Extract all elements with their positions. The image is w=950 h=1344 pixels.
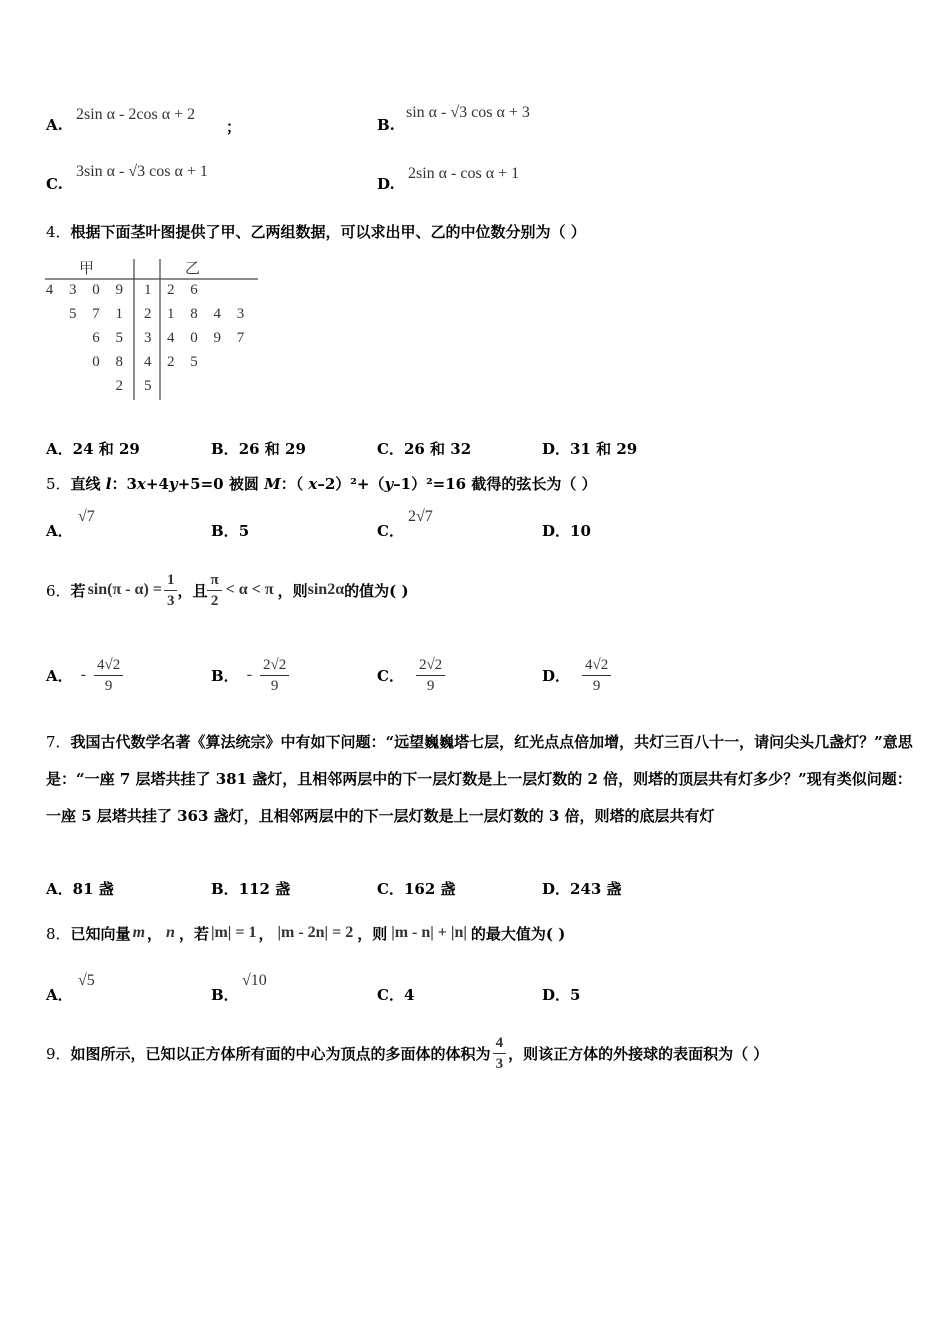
stem-row-3: 3 (144, 330, 152, 346)
right-header: 乙 (185, 261, 201, 277)
q8-option-c: C．4 (377, 986, 415, 1004)
leaf-right-row-1: 2 6 (167, 282, 204, 298)
q5-option-a-label: A． (46, 522, 73, 540)
question-9: 9． 如图所示，已知以正方体所有面的中心为顶点的多面体的体积为 $\frac{4}{3}$ ，则该正方体的外接球的表面积为（ ） (46, 1034, 769, 1072)
q6-option-a: A． - $\frac{4√2}{9}$ (46, 650, 123, 700)
q7-option-b: B．112 盏 (211, 880, 291, 898)
q7-option-d: D．243 盏 (542, 880, 622, 898)
q8-option-a-expr: √5 (78, 972, 95, 989)
question-8: 8． 已知向量 m ， n ，若 |m| = 1 ， |m - 2n| = 2 ，则 |m - n| + |n| 的最大值为( ) (46, 924, 566, 943)
stem-row-2: 2 (144, 306, 152, 322)
q5-option-b: B．5 (211, 522, 250, 540)
q3-option-b-expr: sin α - √3 cos α + 3 (406, 104, 530, 121)
leaf-right-row-3: 4 0 9 7 (167, 330, 251, 346)
leaf-right-row-4: 2 5 (167, 354, 204, 370)
q7-option-a: A．81 盏 (46, 880, 114, 898)
q3-option-c-label: C. (46, 175, 63, 193)
q3-option-a-expr: 2sin α - 2cos α + 2 (76, 106, 196, 123)
question-4 (46, 221, 586, 242)
q6-option-d: D． $\frac{4√2}{9}$ (542, 650, 611, 700)
question-text: 根据下面茎叶图提供了甲、乙两组数据，可以求出甲、乙的中位数分别为（ ） (70, 223, 586, 241)
question-5: 5．直线 l：3x+4y+5=0 被圆 M：（ x–2）²+（y–1）²=16 截得的弦长为（ ） (46, 475, 597, 493)
question-7: 7．我国古代数学名著《算法统宗》中有如下问题：“远望巍巍塔七层，红光点点倍加增，共灯三百八十一，请问尖头几盏灯？”意思是：“一座 7 层塔共挂了 381 盏灯，且相邻两层中的下一层灯数是上一层灯数的 2 倍，则塔的顶层共有灯多少？”现有类似问题：一座 5 层塔共挂了 363 盏灯，且相邻两层中的下一层灯数是上一层灯数的 3 倍，则塔的底层共有灯 (46, 733, 913, 825)
stem-row-4: 4 (144, 354, 152, 370)
q3-option-a-suffix: ； (226, 118, 242, 136)
q4-option-b: B．26 和 29 (211, 440, 306, 458)
q7-option-c: C．162 盏 (377, 880, 456, 898)
left-header: 甲 (79, 261, 95, 277)
leaf-left-row-4: 0 8 (92, 354, 129, 370)
question-number: 4． (46, 223, 71, 241)
q3-option-c-expr: 3sin α - √3 cos α + 1 (76, 163, 208, 180)
leaf-left-row-3: 6 5 (92, 330, 129, 346)
q5-option-d: D．10 (542, 522, 591, 540)
q8-option-b-label: B． (211, 986, 239, 1004)
q3-option-a-label: A. (46, 116, 63, 134)
q4-option-d: D．31 和 29 (542, 440, 638, 458)
q3-option-d-expr: 2sin α - cos α + 1 (408, 165, 520, 182)
q3-option-b-label: B. (377, 116, 395, 134)
q4-option-a: A．24 和 29 (46, 440, 140, 458)
leaf-left-row-5: 2 (115, 378, 129, 394)
q6-option-c: C． $\frac{2√2}{9}$ (377, 650, 445, 700)
question-6: 6． 若 sin(π - α) = $\frac{1}{3}$ ，且 $\frac{\pi}{2}$ < α < π ，则 sin2α 的值为( ) (46, 571, 409, 609)
q5-option-c-label: C． (377, 522, 404, 540)
stem-row-5: 5 (144, 378, 152, 394)
leaf-left-row-2: 5 7 1 (69, 306, 129, 322)
q8-option-d: D．5 (542, 986, 581, 1004)
q4-option-c: C．26 和 32 (377, 440, 472, 458)
q6-option-b: B． - $\frac{2√2}{9}$ (211, 650, 289, 700)
q8-option-a-label: A． (46, 986, 73, 1004)
q5-option-c-expr: 2√7 (408, 508, 433, 525)
stem-row-1: 1 (144, 282, 152, 298)
q3-option-d-label: D. (377, 175, 395, 193)
q8-option-b-expr: √10 (242, 972, 267, 989)
leaf-right-row-2: 1 8 4 3 (167, 306, 251, 322)
stem-leaf-plot (45, 255, 265, 405)
q5-option-a-expr: √7 (78, 508, 95, 525)
leaf-left-row-1: 4 3 0 9 (45, 282, 129, 298)
